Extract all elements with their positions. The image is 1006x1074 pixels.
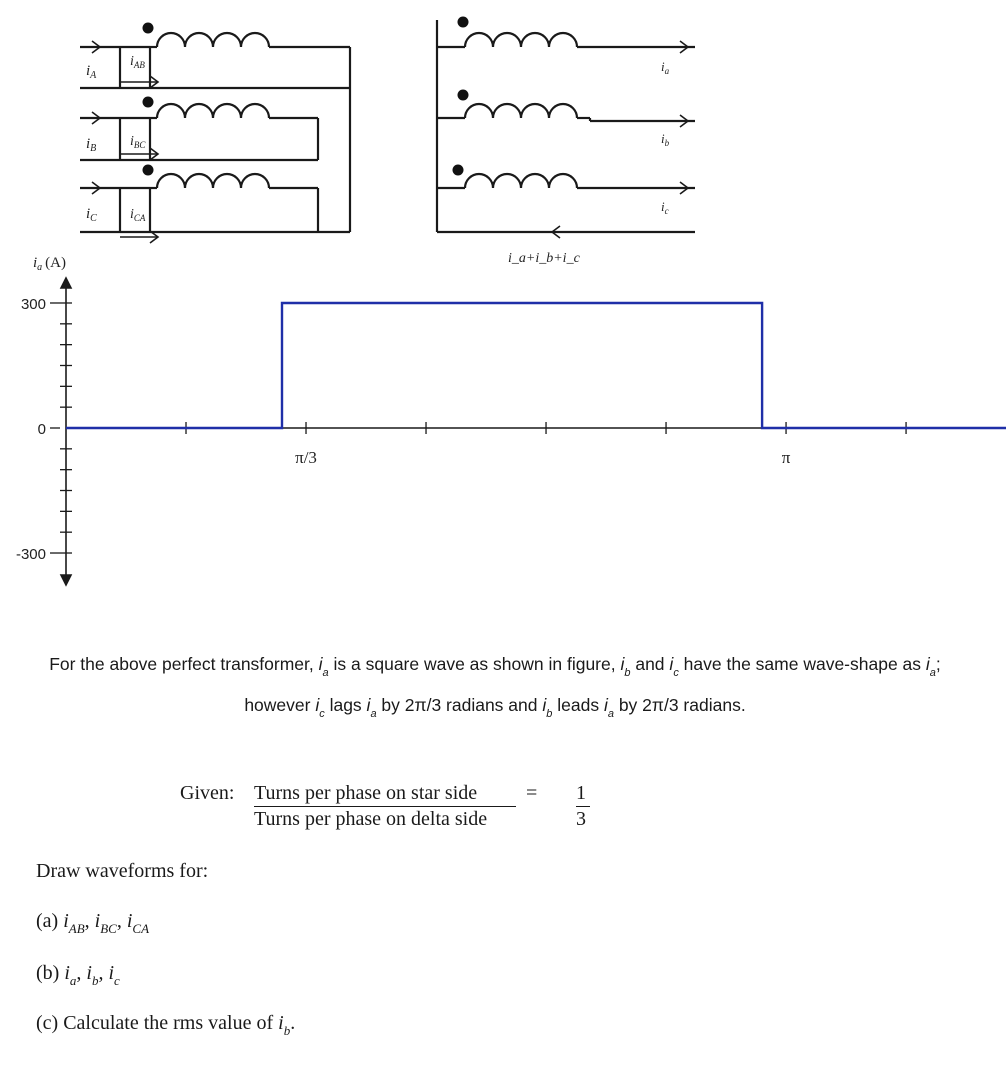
- tasks-heading: Draw waveforms for:: [36, 860, 209, 882]
- ratio-numerator: Turns per phase on star side: [254, 782, 478, 804]
- delta-winding-bc: [150, 104, 318, 118]
- fraction-bar: [576, 806, 590, 807]
- label-neutral-current: i_a+i_b+i_c: [508, 251, 580, 266]
- label-iCA: $i_{CA}$: [130, 207, 146, 223]
- delta-winding-ab: [150, 33, 350, 47]
- label-ia: $i_a$: [661, 59, 670, 76]
- task-b: (b) $i_a$, $i_b$, $i_c$: [36, 962, 120, 988]
- given-label: Given:: [180, 782, 235, 804]
- ratio-value-denominator: 3: [576, 808, 586, 830]
- ia-waveform-chart: [0, 240, 1006, 600]
- transformer-circuit: [0, 0, 1006, 270]
- star-winding-c: [437, 174, 695, 188]
- label-iC: $i_C$: [86, 206, 97, 224]
- ratio-value-numerator: 1: [576, 782, 586, 804]
- fraction-bar: [254, 806, 516, 807]
- polarity-dot: [143, 23, 154, 34]
- equals-sign: =: [526, 782, 538, 804]
- task-c: (c) Calculate the rms value of $i_b$.: [36, 1012, 296, 1038]
- star-winding-a: [437, 33, 695, 47]
- polarity-dot: [458, 17, 469, 28]
- polarity-dot: [453, 165, 464, 176]
- polarity-dot: [143, 165, 154, 176]
- y-tick-label: 0: [37, 421, 46, 438]
- y-axis-arrow-icon: [61, 278, 71, 288]
- task-a: (a) $i_{AB}$, $i_{BC}$, $i_{CA}$: [36, 910, 150, 936]
- label-iAB: $i_{AB}$: [130, 54, 145, 70]
- x-tick-label: π: [781, 448, 791, 467]
- label-iB: $i_B$: [86, 136, 97, 154]
- label-iA: $i_A$: [86, 63, 97, 81]
- problem-statement: For the above perfect transformer, $i_a$ is a square wave as shown in figure, $i_b$ and $i_c$ have the same wave-shape as $i_a$; however $i_c$ lags $i_a$ by 2π/3 radians and $i_b$ leads $i_a$ by 2π/3 radians.: [49, 654, 941, 720]
- y-tick-label: -300: [15, 546, 46, 564]
- polarity-dot: [143, 97, 154, 108]
- polarity-dot: [458, 90, 469, 101]
- label-ic: $i_c$: [661, 199, 669, 216]
- label-iBC: $i_{BC}$: [130, 134, 146, 150]
- delta-winding-ca: [150, 174, 318, 188]
- ratio-denominator: Turns per phase on delta side: [254, 808, 488, 830]
- y-axis-arrow-icon: [61, 575, 71, 585]
- star-winding-b: [437, 104, 695, 121]
- x-tick-label: π/3: [295, 448, 317, 467]
- label-ib: $i_b$: [661, 131, 670, 148]
- y-axis-label: $i_a$ (A): [33, 255, 66, 273]
- y-tick-label: 300: [20, 295, 46, 313]
